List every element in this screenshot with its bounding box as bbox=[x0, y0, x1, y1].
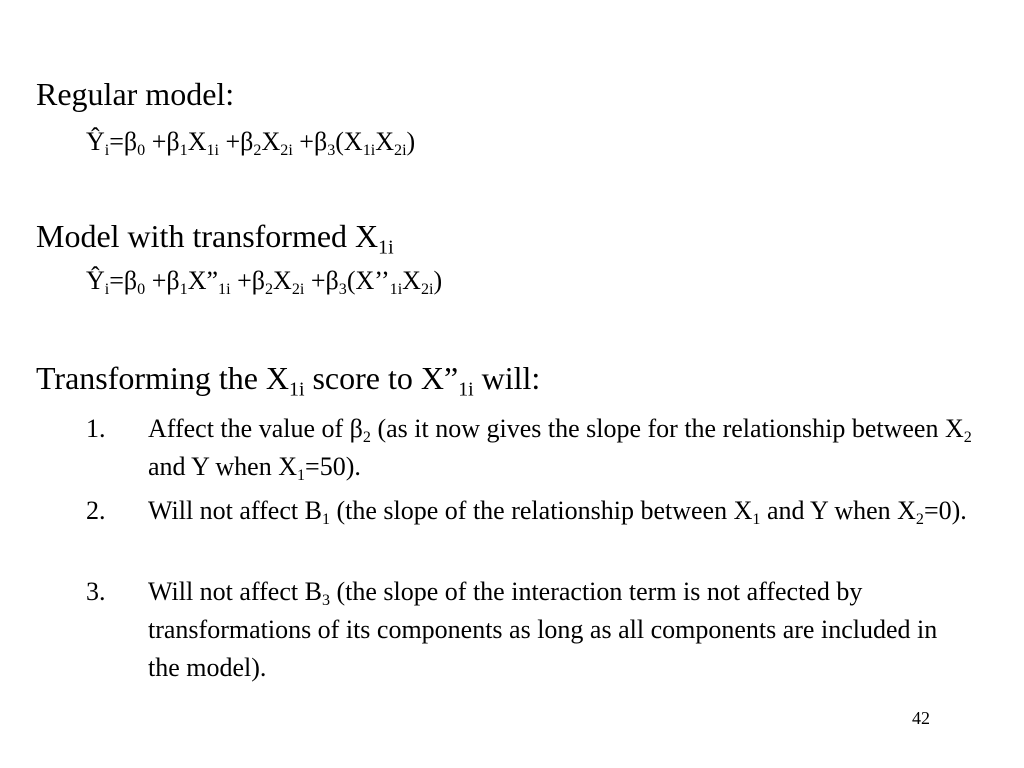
list-item-text: Will not affect $B_3$ (the slope of the interaction term is not affected by transformations of its components as long as all components are included in the model). bbox=[148, 577, 938, 682]
list-item-number: 1. bbox=[86, 414, 106, 443]
equation-regular: $Ŷ_i=\beta_0 +\beta_1X_{1i} +\beta_2X_{2i} +\beta_3(X_{1i}X_{2i})$ bbox=[86, 127, 416, 160]
list-item-text: Affect the value of $\beta_2$ (as it now gives the slope for the relationship between $X_2$ and Y when $X_1=50$). bbox=[148, 414, 972, 485]
list-item-text: Will not affect $B_1$ (the slope of the relationship between $X_1$ and Y when $X_2=0$). bbox=[148, 496, 967, 529]
heading-transforming: Transforming the $X_{1i}$ score to $X”_{1i}$ will: bbox=[36, 360, 541, 401]
heading-regular-model: Regular model: bbox=[36, 76, 235, 112]
list-item-number: 2. bbox=[86, 496, 106, 525]
equation-transformed: $Ŷ_i=\beta_0$ $+\beta_1X”_{1i} +\beta_2X_{2i}$ $+\beta_3(X’’_{1i}X_{2i})$ bbox=[86, 266, 443, 299]
page-number: 42 bbox=[912, 708, 930, 728]
list-item-number: 3. bbox=[86, 577, 106, 606]
heading-transformed-model: Model with transformed $X_{1i}$ bbox=[36, 218, 394, 259]
